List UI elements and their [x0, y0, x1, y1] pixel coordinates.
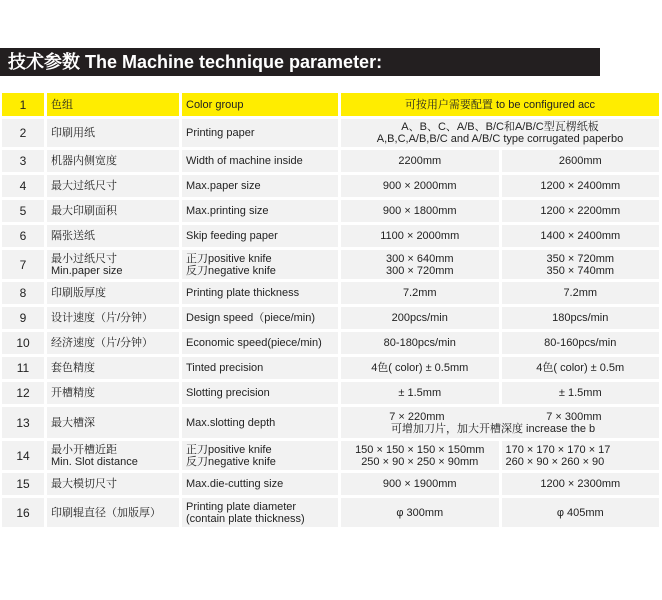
value-line: A、B、C、A/B、B/C和A/B/C型瓦楞纸板: [401, 121, 599, 133]
name-line: 正刀positive knife: [186, 443, 272, 456]
parameter-name-cn: 隔张送纸: [47, 225, 182, 250]
parameter-name-cn: [47, 441, 182, 473]
table-row: [2, 357, 662, 382]
table-row: [2, 93, 662, 119]
parameter-name-en: [182, 498, 341, 530]
row-number: 8: [2, 282, 47, 307]
parameter-name-cn: 色组: [47, 93, 182, 119]
value-line: 300 × 720mm: [385, 264, 454, 277]
parameter-value: [341, 119, 662, 150]
table-row: [2, 498, 662, 530]
value-model-2: 1200 × 2300mm: [502, 473, 662, 498]
row-number: 2: [2, 119, 47, 150]
name-line: Min. Slot distance: [51, 455, 138, 468]
parameter-name-en: Printing plate thickness: [182, 282, 341, 307]
parameter-name-cn: 最大印刷面积: [47, 200, 182, 225]
table-row: [2, 225, 662, 250]
value-model-1: [341, 441, 502, 473]
value-model-2: ± 1.5mm: [502, 382, 662, 407]
value-model-1: 900 × 2000mm: [341, 175, 502, 200]
name-line: 反刀negative knife: [186, 455, 276, 468]
name-line: (contain plate thickness): [186, 512, 305, 525]
parameter-name-cn: 开槽精度: [47, 382, 182, 407]
row-number: 4: [2, 175, 47, 200]
row-number: 11: [2, 357, 47, 382]
note-line: 可增加刀片，加大开槽深度 increase the b: [391, 422, 596, 435]
value-model-1: ± 1.5mm: [341, 382, 502, 407]
row-number: 7: [2, 250, 47, 282]
parameter-name-en: Tinted precision: [182, 357, 341, 382]
value-line: 350 × 720mm: [546, 252, 615, 265]
parameter-value: [341, 407, 662, 441]
value-line: 300 × 640mm: [385, 252, 454, 265]
value-model-1: 80-180pcs/min: [341, 332, 502, 357]
name-line: 正刀positive knife: [186, 252, 272, 265]
parameter-name-cn: 最大槽深: [47, 407, 182, 441]
parameter-name-cn: 最大过纸尺寸: [47, 175, 182, 200]
value-line: 260 × 90 × 260 × 90: [505, 455, 605, 468]
row-number: 5: [2, 200, 47, 225]
row-number: 1: [2, 93, 47, 119]
parameter-name-cn: 设计速度（片/分钟）: [47, 307, 182, 332]
value-model-2: 180pcs/min: [502, 307, 662, 332]
parameter-name-en: Slotting precision: [182, 382, 341, 407]
name-line: Printing plate diameter: [186, 500, 297, 513]
value-line: 350 × 740mm: [546, 264, 615, 277]
parameter-name-en: [182, 441, 341, 473]
value-line: [341, 411, 655, 423]
name-line: 最小过纸尺寸: [51, 252, 117, 265]
value-model-1: 4色( color) ± 0.5mm: [341, 357, 502, 382]
parameter-name-en: Design speed（piece/min): [182, 307, 341, 332]
value-model-2: 2600mm: [502, 150, 662, 175]
value-model-2: 7 × 300mm: [546, 410, 602, 423]
name-line: 最小开槽近距: [51, 443, 117, 456]
value-model-2: [502, 250, 662, 282]
row-number: 12: [2, 382, 47, 407]
row-number: 13: [2, 407, 47, 441]
parameter-name-cn: 印刷用纸: [47, 119, 182, 150]
parameter-name-cn: 机器内侧宽度: [47, 150, 182, 175]
value-model-1: 2200mm: [341, 150, 502, 175]
table-row: [2, 200, 662, 225]
table-row: [2, 250, 662, 282]
row-number: 14: [2, 441, 47, 473]
table-row: [2, 307, 662, 332]
value-model-2: 7.2mm: [502, 282, 662, 307]
page-title: 技术参数 The Machine technique parameter:: [8, 52, 383, 72]
parameter-table: [2, 93, 662, 530]
parameter-name-cn: 经济速度（片/分钟）: [47, 332, 182, 357]
value-line: 250 × 90 × 250 × 90mm: [361, 455, 479, 468]
parameter-name-en: Economic speed(piece/min): [182, 332, 341, 357]
parameter-name-en: Max.paper size: [182, 175, 341, 200]
row-number: 15: [2, 473, 47, 498]
table-row: [2, 282, 662, 307]
value-line: A,B,C,A/B,B/C and A/B/C type corrugated paperbo: [376, 133, 624, 145]
table-row: [2, 382, 662, 407]
table-row: [2, 407, 662, 441]
parameter-name-en: Max.die-cutting size: [182, 473, 341, 498]
parameter-name-cn: 套色精度: [47, 357, 182, 382]
value-model-1: 7.2mm: [341, 282, 502, 307]
parameter-name-cn: 印刷辊直径（加版厚）: [47, 498, 182, 530]
parameter-name-en: Width of machine inside: [182, 150, 341, 175]
value-model-2: 1400 × 2400mm: [502, 225, 662, 250]
row-number: 9: [2, 307, 47, 332]
parameter-name-en: Max.printing size: [182, 200, 341, 225]
value-model-2: φ 405mm: [502, 498, 662, 530]
parameter-name-en: Skip feeding paper: [182, 225, 341, 250]
table-row: [2, 332, 662, 357]
row-number: 3: [2, 150, 47, 175]
value-model-1: 1100 × 2000mm: [341, 225, 502, 250]
parameter-name-cn: 印刷版厚度: [47, 282, 182, 307]
value-model-1: φ 300mm: [341, 498, 502, 530]
table-row: [2, 175, 662, 200]
value-model-1: [341, 250, 502, 282]
value-model-1: 900 × 1900mm: [341, 473, 502, 498]
value-line: 170 × 170 × 170 × 17: [505, 443, 611, 456]
table-row: [2, 150, 662, 175]
value-model-1: 200pcs/min: [341, 307, 502, 332]
value-model-2: [502, 441, 662, 473]
parameter-name-cn: [47, 250, 182, 282]
row-number: 10: [2, 332, 47, 357]
value-model-1: 7 × 220mm: [389, 410, 445, 423]
parameter-value: 可按用户需要配置 to be configured acc: [341, 93, 662, 119]
parameter-name-cn: 最大模切尺寸: [47, 473, 182, 498]
name-line: 反刀negative knife: [186, 264, 276, 277]
table-row: [2, 441, 662, 473]
value-line: 150 × 150 × 150 × 150mm: [355, 443, 485, 456]
parameter-name-en: Color group: [182, 93, 341, 119]
row-number: 6: [2, 225, 47, 250]
table-row: [2, 119, 662, 150]
value-model-2: 1200 × 2200mm: [502, 200, 662, 225]
table-row: [2, 473, 662, 498]
value-model-2: 1200 × 2400mm: [502, 175, 662, 200]
row-number: 16: [2, 498, 47, 530]
value-model-1: 900 × 1800mm: [341, 200, 502, 225]
name-line: Min.paper size: [51, 264, 123, 277]
header-bar: [0, 48, 600, 76]
parameter-name-en: [182, 250, 341, 282]
value-model-2: 4色( color) ± 0.5m: [502, 357, 662, 382]
parameter-name-en: Max.slotting depth: [182, 407, 341, 441]
value-model-2: 80-160pcs/min: [502, 332, 662, 357]
parameter-name-en: Printing paper: [182, 119, 341, 150]
